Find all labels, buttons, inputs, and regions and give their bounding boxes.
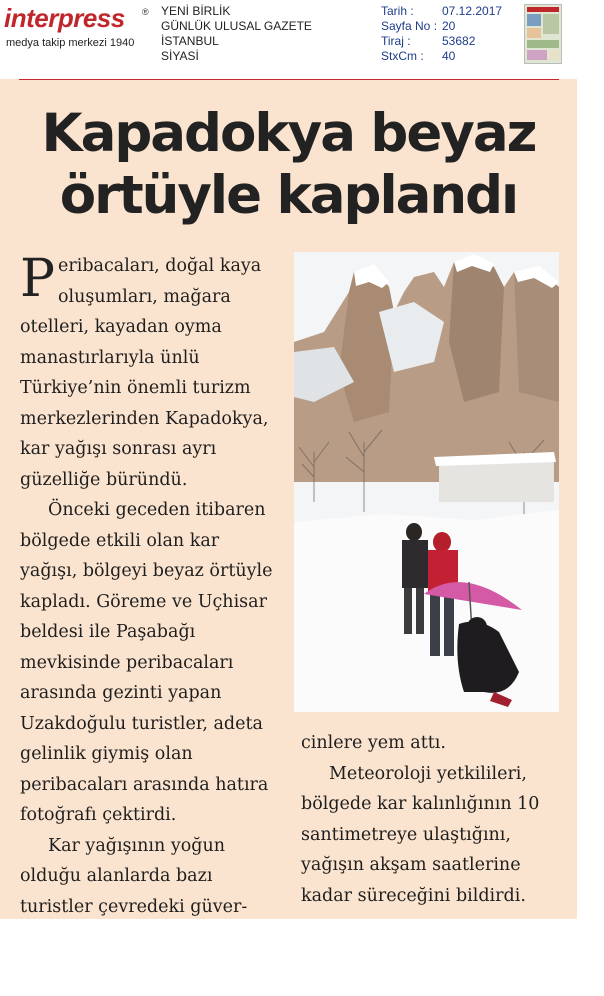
- paragraph-3-start: Kar yağışının yoğun olduğu alanlarda bazı turistler çevredeki güver-: [20, 835, 248, 917]
- meta-labels: [381, 4, 437, 64]
- header-divider: [19, 79, 559, 80]
- page-value: 20: [442, 19, 456, 33]
- registered-mark: ®: [142, 7, 149, 17]
- paragraph-1-text: eribacaları, doğal kaya oluşumları, mağara otelleri, kayadan oyma manastırlarıyla ünlü Türkiye’nin önemli turizm merkezlerinden Kapadokya, kar yağışı sonrası ayrı güzelliğe büründü.: [20, 256, 269, 490]
- clipping-header: [0, 0, 604, 70]
- date-value: 07.12.2017: [442, 4, 503, 18]
- publication-section: SİYASİ: [161, 49, 199, 63]
- paragraph-2: Önceki geceden itibaren bölgede etkili olan kar yağışı, bölgeyi beyaz örtüyle kapladı. Göreme ve Uçhisar beldesi ile Paşabağı mevkisinde peribacaları arasında gezinti yapan Uzakdoğulu turistler, adeta gelinlik giymiş olan peribacaları arasında hatıra fotoğrafı çektirdi.: [20, 500, 273, 825]
- stxcm-label: StxCm :: [381, 49, 424, 63]
- paragraph-4: Meteoroloji yetkilileri, bölgede kar kalınlığının 10 santimetreye ulaştığını, yağışın akşam saatlerine kadar süreceğini bildirdi.: [301, 763, 540, 906]
- snowy-cappadocia-photo: [294, 252, 559, 712]
- logo-tagline: medya takip merkezi 1940: [6, 37, 135, 49]
- drop-cap: P: [20, 249, 55, 309]
- interpress-logo: [4, 3, 150, 51]
- article-column-left: [20, 251, 278, 922]
- meta-values: [442, 4, 502, 64]
- paragraph-3-end: cinlere yem attı.: [301, 733, 446, 753]
- circulation-value: 53682: [442, 34, 476, 48]
- circulation-label: Tiraj :: [381, 34, 411, 48]
- page-thumbnail[interactable]: [524, 4, 562, 64]
- logo-brand: interpress: [4, 3, 125, 33]
- paragraph-1: [20, 251, 278, 495]
- page-label: Sayfa No :: [381, 19, 438, 33]
- publication-scope: GÜNLÜK ULUSAL GAZETE: [161, 19, 312, 33]
- photo-illustration: [294, 252, 559, 712]
- date-label: Tarih :: [381, 4, 414, 18]
- publication-name: YENİ BİRLİK: [161, 4, 231, 18]
- article-column-right: [301, 728, 561, 911]
- headline-line-2: örtüyle kaplandı: [59, 165, 518, 226]
- article-clipping: [0, 79, 577, 919]
- headline-line-1: Kapadokya beyaz: [41, 103, 536, 164]
- publication-info: [161, 4, 312, 64]
- publication-city: İSTANBUL: [161, 34, 219, 48]
- stxcm-value: 40: [442, 49, 456, 63]
- article-headline: [0, 103, 577, 227]
